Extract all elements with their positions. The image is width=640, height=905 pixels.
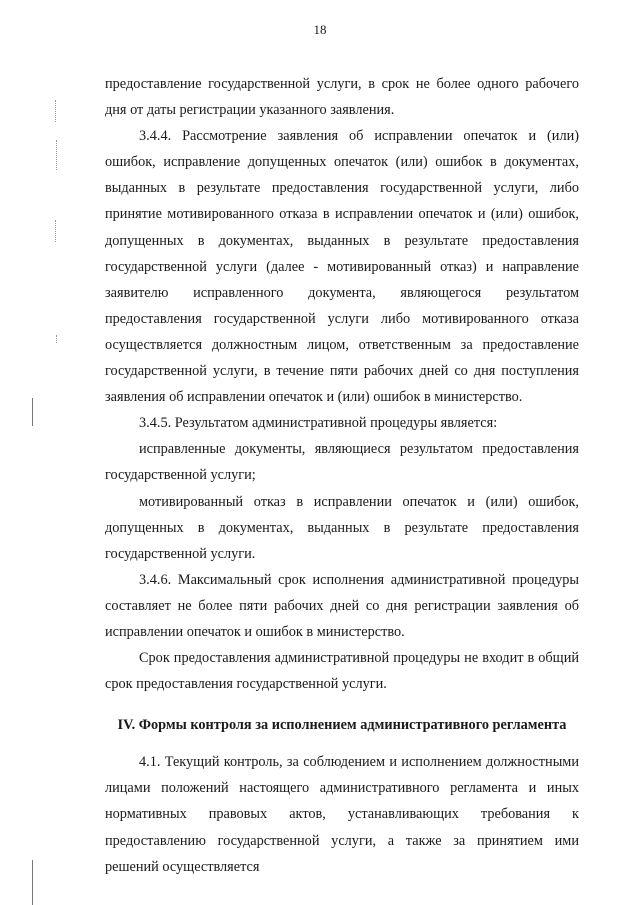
margin-mark-1 [55,100,56,122]
paragraph-3-4-6: 3.4.6. Максимальный срок исполнения административной процедуры составляет не более пяти рабочих дней со дня регистрации заявления об исправлении опечаток и ошибок в министерство. [105,571,579,640]
margin-mark-2 [56,140,57,170]
page-number: 18 [313,22,327,37]
margin-mark-4 [56,335,57,343]
margin-line-1 [32,398,33,426]
paragraph-1: предоставление государственной услуги, в срок не более одного рабочего дня от даты регистрации указанного заявления. [105,76,579,119]
margin-line-2 [32,860,33,905]
paragraph-term: Срок предоставления административной процедуры не входит в общий срок предоставления государственной услуги. [105,650,579,693]
paragraph-result-1: исправленные документы, являющиеся результатом предоставления государственной услуги; [105,441,579,484]
document-body [105,71,579,880]
paragraph-3-4-5: 3.4.5. Результатом административной процедуры является: [139,415,498,432]
paragraph-4-1: 4.1. Текущий контроль, за соблюдением и исполнением должностными лицами положений настоящего административного регламента и иных нормативных правовых актов, устанавливающих требования к предоставлению государственной услуги, а также за принятием ими решений осуществляется [105,754,579,875]
section-heading: IV. Формы контроля за исполнением административного регламента [117,717,567,734]
paragraph-3-4-4: 3.4.4. Рассмотрение заявления об исправлении опечаток и (или) ошибок, исправление допущенных опечаток (или) ошибок в документах, выданных в результате предоставления государственной услуги, либо принятие мотивированного отказа в исправлении опечаток и (или) ошибок, допущенных в документах, выданных в результате предоставления государственной услуги (далее - мотивированный отказ) и направление заявителю исправленного документа, являющегося результатом предоставления государственной услуги либо мотивированного отказа осуществляется должностным лицом, ответственным за предоставление государственной услуги, в течение пяти рабочих дней со дня поступления заявления об исправлении опечаток и (или) ошибок в министерство. [105,128,579,406]
margin-mark-3 [55,220,56,242]
paragraph-result-2: мотивированный отказ в исправлении опечаток и (или) ошибок, допущенных в документах, выданных в результате предоставления государственной услуги. [105,493,579,562]
